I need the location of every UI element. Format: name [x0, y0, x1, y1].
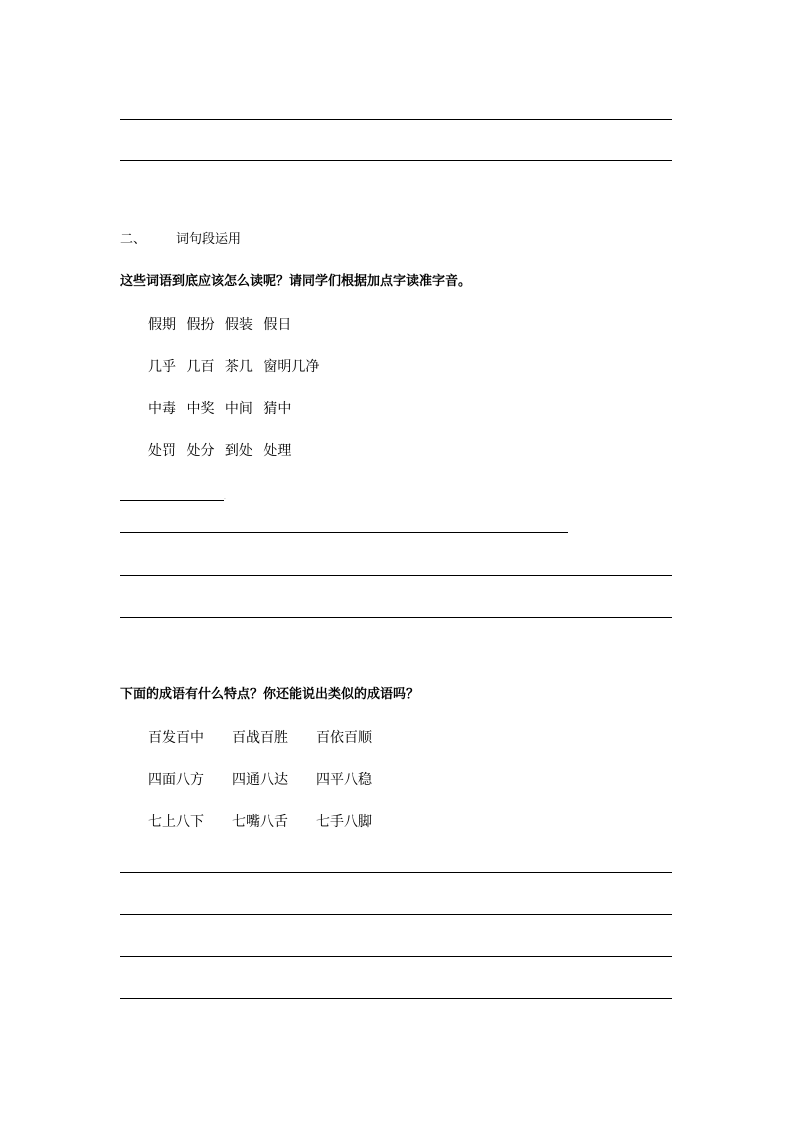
- word: 处理: [263, 443, 292, 459]
- word: 假扮: [186, 317, 215, 333]
- word: 窗明几净: [263, 359, 320, 375]
- word-row-4: [148, 442, 297, 460]
- idiom-row-3: [148, 813, 400, 831]
- word: 假期: [148, 317, 176, 333]
- idiom: 百发百中: [148, 730, 204, 746]
- idiom: 四平八稳: [316, 772, 372, 788]
- word-row-2: [148, 358, 325, 376]
- word: 茶几: [224, 359, 253, 375]
- answer-line[interactable]: [120, 998, 672, 999]
- answer-line-medium[interactable]: [120, 532, 568, 533]
- answer-line[interactable]: [120, 160, 672, 161]
- answer-line[interactable]: [120, 575, 672, 576]
- idiom: 百依百顺: [316, 730, 372, 746]
- word: 中毒: [148, 401, 176, 417]
- idiom: 四面八方: [148, 772, 204, 788]
- word-row-3: [148, 400, 297, 418]
- idiom: 百战百胜: [232, 730, 288, 746]
- word: 中奖: [186, 401, 215, 417]
- idiom: 四通八达: [232, 772, 288, 788]
- word: 中间: [224, 401, 253, 417]
- idiom-row-2: [148, 771, 400, 789]
- answer-line[interactable]: [120, 956, 672, 957]
- word: 处分: [186, 443, 215, 459]
- idiom-row-1: [148, 729, 400, 747]
- answer-line-short[interactable]: [120, 500, 224, 501]
- idiom: 七手八脚: [316, 814, 372, 830]
- word: 几乎: [148, 359, 176, 375]
- word: 几百: [186, 359, 215, 375]
- stray-dot: .: [224, 494, 226, 501]
- word: 到处: [224, 443, 253, 459]
- word: 假日: [263, 317, 292, 333]
- word: 处罚: [148, 443, 176, 459]
- idiom: 七上八下: [148, 814, 204, 830]
- answer-line[interactable]: [120, 119, 672, 120]
- section-title: 词句段运用: [176, 232, 242, 247]
- word: 假装: [224, 317, 253, 333]
- word-row-1: [148, 316, 297, 334]
- word: 猜中: [263, 401, 292, 417]
- answer-line[interactable]: [120, 914, 672, 915]
- question-2-prompt: 下面的成语有什么特点？你还能说出类似的成语吗？: [120, 687, 420, 702]
- idiom: 七嘴八舌: [232, 814, 288, 830]
- question-1-prompt: 这些词语到底应该怎么读呢？请同学们根据加点字读准字音。: [120, 274, 472, 289]
- answer-line[interactable]: [120, 617, 672, 618]
- answer-line[interactable]: [120, 872, 672, 873]
- section-number: 二、: [120, 232, 147, 247]
